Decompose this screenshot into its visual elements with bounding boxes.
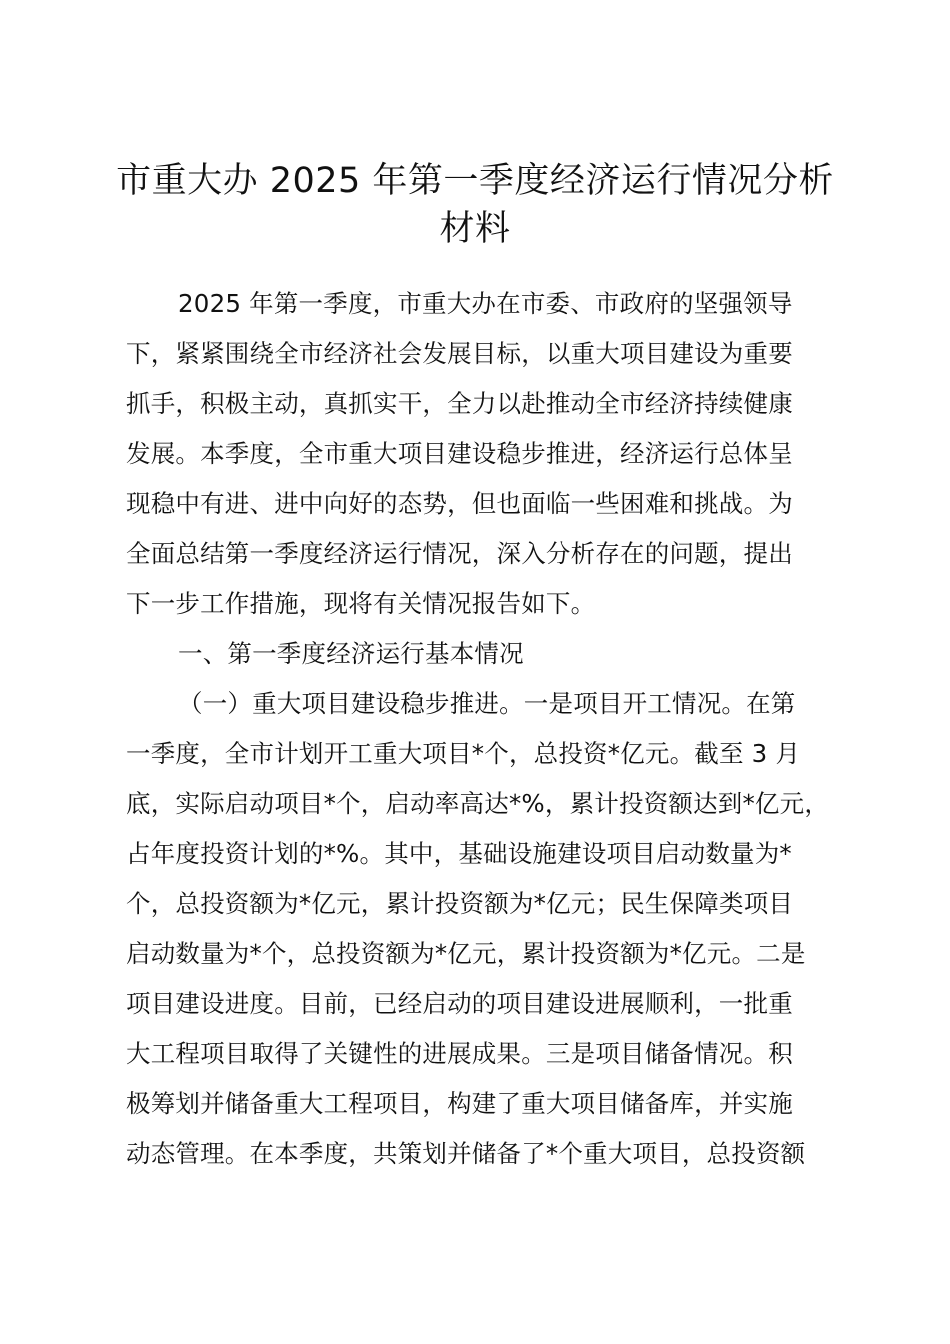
body-line-18: 动态管理。在本季度，共策划并储备了*个重大项目，总投资额 — [126, 1139, 806, 1168]
body-line-5: 现稳中有进、进中向好的态势，但也面临一些困难和挑战。为 — [126, 489, 793, 518]
body-line-10: 一季度，全市计划开工重大项目*个，总投资*亿元。截至 3 月 — [126, 739, 801, 768]
document-title-line-1: 市重大办 2025 年第一季度经济运行情况分析 — [116, 161, 834, 201]
body-line-12: 占年度投资计划的*%。其中，基础设施建设项目启动数量为* — [126, 839, 792, 868]
section-heading-1: 一、第一季度经济运行基本情况 — [178, 639, 524, 668]
body-line-2: 下，紧紧围绕全市经济社会发展目标，以重大项目建设为重要 — [126, 339, 793, 368]
body-line-13: 个，总投资额为*亿元，累计投资额为*亿元；民生保障类项目 — [126, 889, 794, 918]
body-line-14: 启动数量为*个，总投资额为*亿元，累计投资额为*亿元。二是 — [126, 939, 806, 968]
body-line-16: 大工程项目取得了关键性的进展成果。三是项目储备情况。积 — [126, 1039, 793, 1068]
body-line-15: 项目建设进度。目前，已经启动的项目建设进展顺利，一批重 — [126, 989, 793, 1018]
body-line-4: 发展。本季度，全市重大项目建设稳步推进，经济运行总体呈 — [126, 439, 793, 468]
body-line-17: 极筹划并储备重大工程项目，构建了重大项目储备库，并实施 — [126, 1089, 793, 1118]
body-line-9: （一）重大项目建设稳步推进。一是项目开工情况。在第 — [178, 689, 796, 718]
body-line-1: 2025 年第一季度，市重大办在市委、市政府的坚强领导 — [178, 289, 793, 318]
body-line-7: 下一步工作措施，现将有关情况报告如下。 — [126, 589, 596, 618]
body-line-3: 抓手，积极主动，真抓实干，全力以赴推动全市经济持续健康 — [126, 389, 793, 418]
document-title-line-2: 材料 — [439, 209, 511, 249]
body-line-6: 全面总结第一季度经济运行情况，深入分析存在的问题，提出 — [126, 539, 793, 568]
body-line-11: 底，实际启动项目*个，启动率高达*%，累计投资额达到*亿元， — [126, 789, 830, 818]
